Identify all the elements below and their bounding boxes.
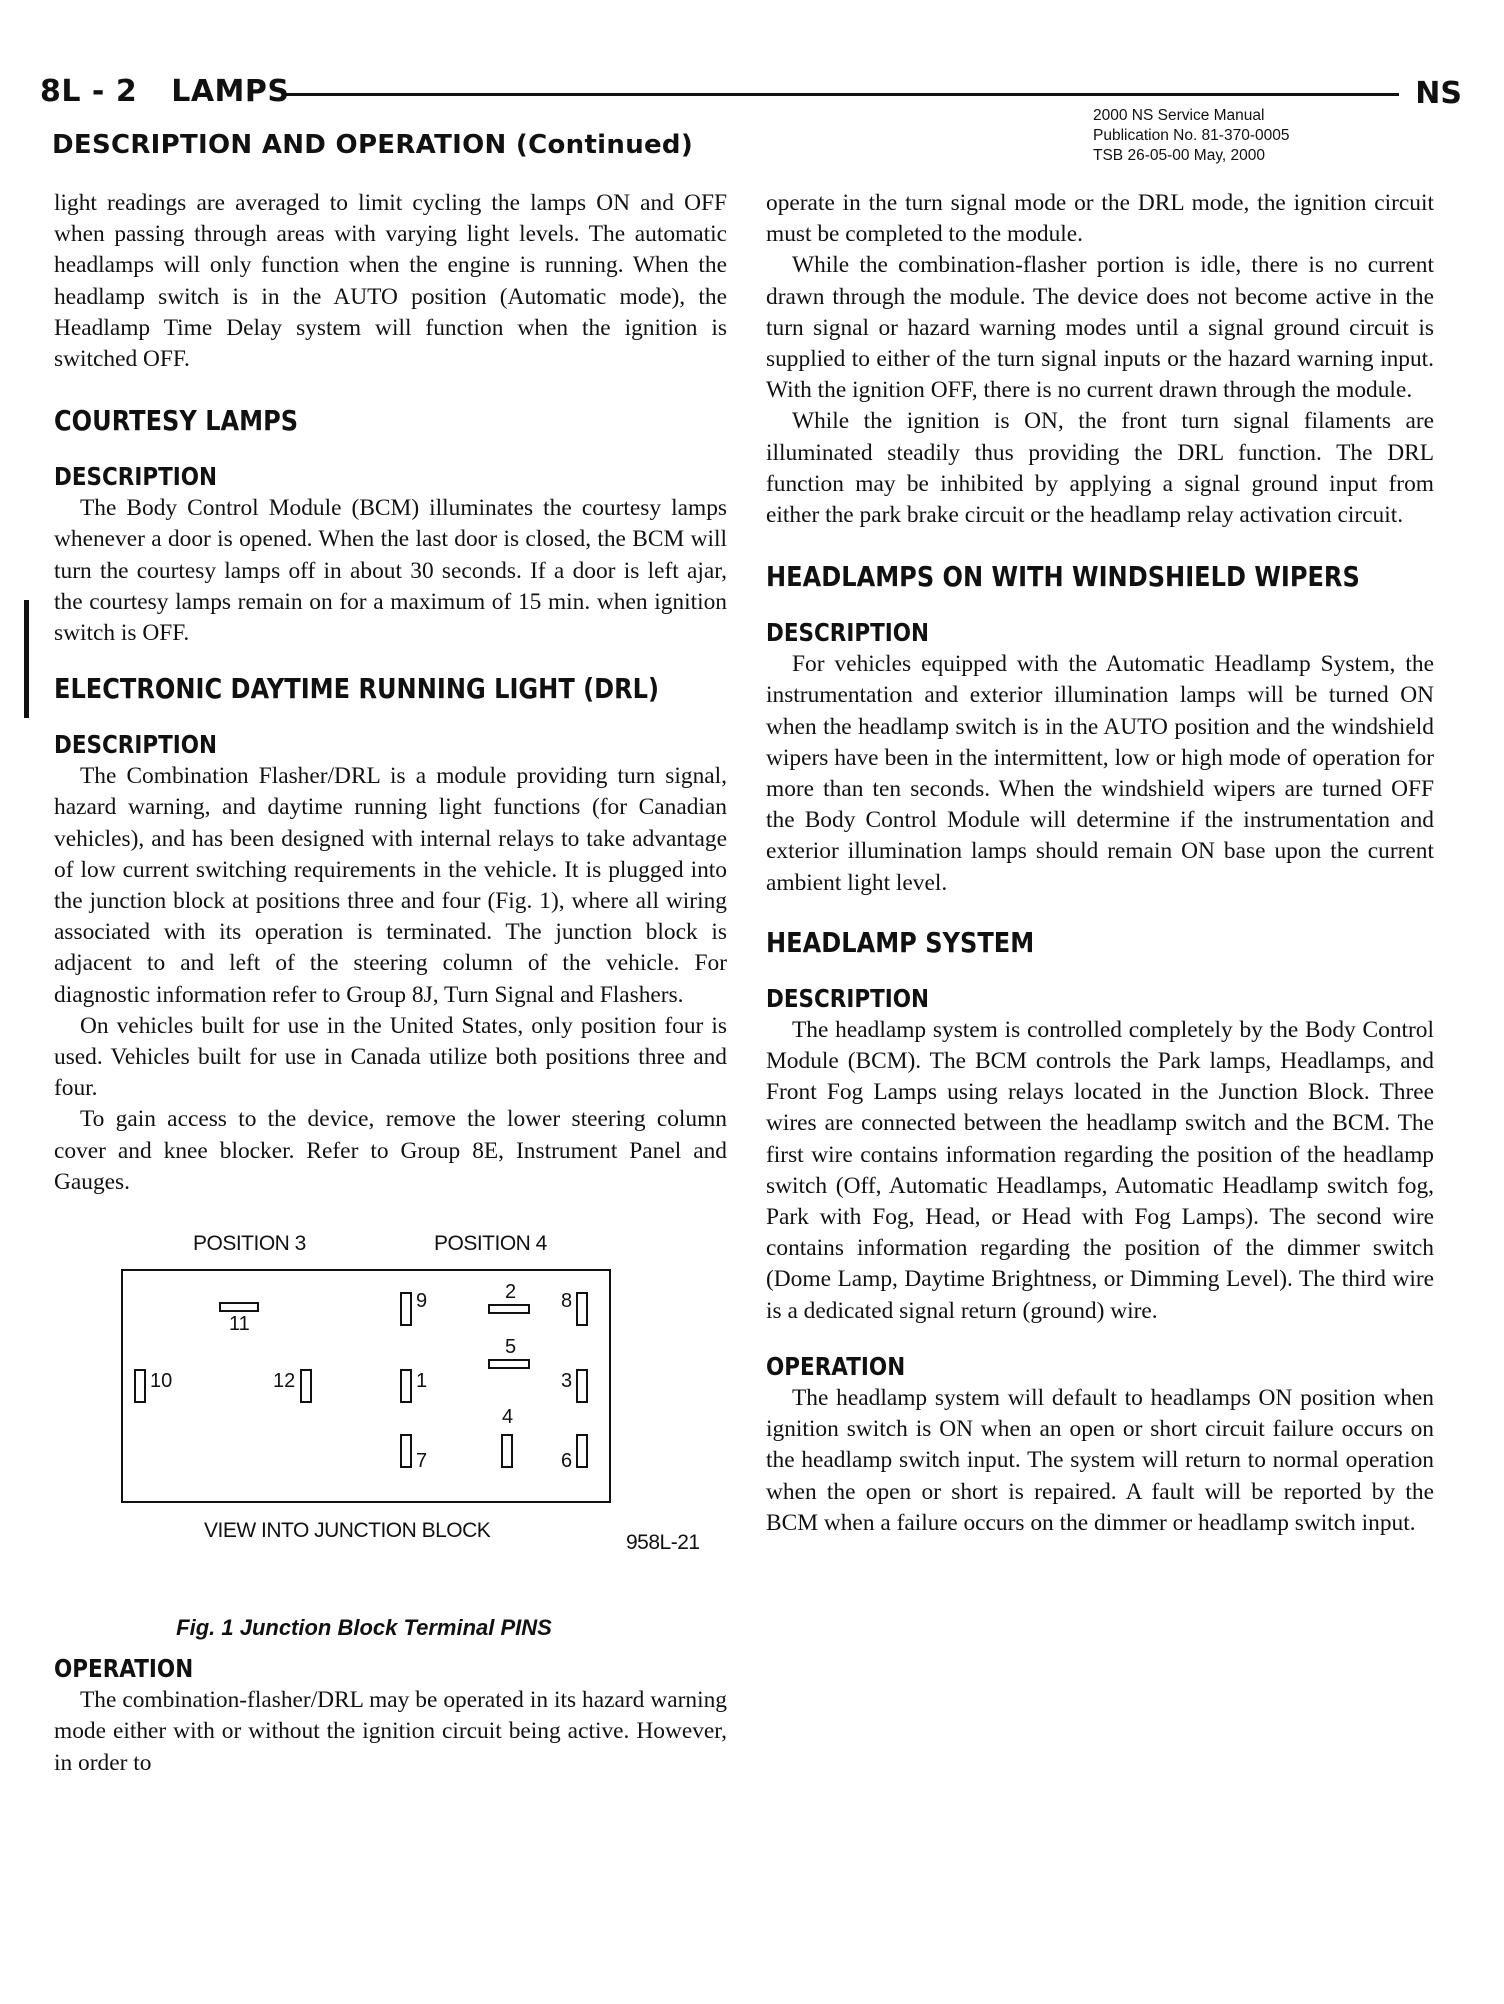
junction-block-figure [54, 1228, 714, 1608]
tsb-line: Publication No. 81-370-0005 [1093, 127, 1290, 144]
headlamps-wipers-heading: HEADLAMPS ON WITH WINDSHIELD WIPERS [766, 560, 1360, 594]
left-column [54, 188, 727, 1779]
terminal-pin [300, 1369, 312, 1403]
terminal-pin [501, 1434, 513, 1468]
operation-continued-paragraph: operate in the turn signal mode or the DRL mode, the ignition circuit must be completed to the module. [766, 190, 1434, 248]
header-rule [283, 93, 1399, 96]
section-title: LAMPS [171, 74, 290, 109]
right-column [766, 188, 1434, 1539]
wipers-paragraph: For vehicles equipped with the Automatic Headlamp System, the instrumentation and exterior illumination lamps will be turned ON when the headlamp switch is in the AUTO position and the windshield wipers have been in the intermittent, low or high mode of operation for more than ten seconds. When the windshield wipers are turned OFF the Body Control Module will determine if the instrumentation and exterior illumination lamps should remain ON base upon the current ambient light level. [766, 651, 1434, 896]
pin-label: 8 [561, 1290, 573, 1313]
drl-description-heading: DESCRIPTION [54, 730, 218, 760]
headlamp-description-heading: DESCRIPTION [766, 983, 930, 1013]
model-code: NS [1415, 76, 1462, 111]
pin-label: 2 [505, 1281, 517, 1304]
junction-block-outline [121, 1269, 611, 1503]
position-4-label: POSITION 4 [434, 1232, 547, 1256]
pin-label: 1 [416, 1370, 428, 1393]
wipers-description-heading: DESCRIPTION [766, 618, 930, 648]
pin-label: 6 [561, 1450, 573, 1473]
pin-label: 12 [273, 1370, 296, 1393]
pin-label: 7 [416, 1450, 428, 1473]
headlamp-operation-paragraph: The headlamp system will default to headlamps ON position when ignition switch is ON when an open or short circuit failure occurs on the headlamp switch input. The system will return to normal operation when the open or short is repaired. A fault will be reported by the BCM when a failure occurs on the dimmer or headlamp switch input. [766, 1384, 1434, 1536]
figure-caption: Fig. 1 Junction Block Terminal PINS [176, 1615, 552, 1641]
drl-function-paragraph: While the ignition is ON, the front turn signal filaments are illuminated steadily thus providing the DRL function. The DRL function may be inhibited by applying a signal ground input from either the park brake circuit or the headlamp relay activation circuit. [766, 408, 1434, 529]
terminal-pin [576, 1292, 588, 1326]
terminal-pin [400, 1434, 412, 1468]
pin-label: 10 [150, 1370, 173, 1393]
operation-heading: OPERATION [54, 1654, 194, 1684]
terminal-pin [219, 1302, 259, 1312]
page-number: 8L - 2 [40, 74, 138, 109]
headlamp-operation-heading: OPERATION [766, 1351, 906, 1381]
headlamp-description-paragraph: The headlamp system is controlled completely by the Body Control Module (BCM). The BCM controls the Park lamps, Headlamps, and Front Fog Lamps using relays located in the Junction Block. Three wires are connected between the headlamp switch and the BCM. The first wire contains information regarding the position of the headlamp switch (Off, Automatic Headlamps, Automatic Headlamp switch fog, Park with Fog, Head, or Head with Fog Lamps). The second wire contains information regarding the position of the dimmer switch (Dome Lamp, Daytime Brightness, or Dimming Level). The third wire is a dedicated signal return (ground) wire. [766, 1016, 1434, 1324]
drl-paragraph-2: On vehicles built for use in the United States, only position four is used. Vehicles built for use in Canada utilize both positions three and four. [54, 1012, 727, 1102]
pin-label: 5 [505, 1336, 517, 1359]
pin-label: 3 [561, 1370, 573, 1393]
courtesy-description-heading: DESCRIPTION [54, 462, 218, 492]
drl-paragraph-3: To gain access to the device, remove the lower steering column cover and knee blocker. Refer to Group 8E, Instrument Panel and Gauges. [54, 1106, 727, 1195]
terminal-pin [400, 1292, 412, 1326]
position-3-label: POSITION 3 [193, 1232, 306, 1256]
change-bar [24, 600, 29, 718]
headlamp-system-heading: HEADLAMP SYSTEM [766, 925, 1035, 959]
intro-paragraph: light readings are averaged to limit cycling the lamps ON and OFF when passing through areas with varying light levels. The automatic headlamps will only function when the engine is running. When the headlamp switch is in the AUTO position (Automatic mode), the Headlamp Time Delay system will function when the ignition is switched OFF. [54, 190, 727, 373]
tsb-line: 2000 NS Service Manual [1093, 107, 1265, 124]
terminal-pin [488, 1304, 530, 1314]
drl-paragraph-1: The Combination Flasher/DRL is a module providing turn signal, hazard warning, and daytime running light functions (for Canadian vehicles), and has been designed with internal relays to take advantage of low current switching requirements in the vehicle. It is plugged into the junction block at positions three and four (Fig. 1), where all wiring associated with its operation is terminated. The junction block is adjacent to and left of the steering column of the vehicle. For diagnostic information refer to Group 8J, Turn Signal and Flashers. [54, 763, 727, 1008]
drl-heading: ELECTRONIC DAYTIME RUNNING LIGHT (DRL) [54, 672, 660, 706]
pin-label: 11 [229, 1313, 250, 1336]
tsb-line: TSB 26-05-00 May, 2000 [1093, 147, 1266, 164]
continued-heading: DESCRIPTION AND OPERATION (Continued) [52, 130, 694, 160]
terminal-pin [134, 1369, 146, 1403]
terminal-pin [576, 1369, 588, 1403]
terminal-pin [400, 1369, 412, 1403]
flasher-idle-paragraph: While the combination-flasher portion is idle, there is no current drawn through the module. The device does not become active in the turn signal or hazard warning modes until a signal ground circuit is supplied to either of the turn signal inputs or the hazard warning input. With the ignition OFF, there is no current drawn through the module. [766, 252, 1434, 404]
courtesy-lamps-heading: COURTESY LAMPS [54, 404, 299, 438]
terminal-pin [576, 1434, 588, 1468]
courtesy-paragraph: The Body Control Module (BCM) illuminates the courtesy lamps whenever a door is opened. When the last door is closed, the BCM will turn the courtesy lamps off in about 30 seconds. If a door is left ajar, the courtesy lamps remain on for a maximum of 15 min. when ignition switch is OFF. [54, 495, 727, 647]
pin-label: 4 [502, 1406, 514, 1429]
operation-paragraph: The combination-flasher/DRL may be operated in its hazard warning mode either with or without the ignition circuit being active. However, in order to [54, 1687, 727, 1776]
page-header-left [40, 74, 290, 109]
terminal-pin [488, 1359, 530, 1369]
figure-id: 958L-21 [626, 1531, 700, 1555]
tsb-notice [1093, 106, 1289, 166]
pin-label: 9 [416, 1290, 428, 1313]
view-into-junction-block-label: VIEW INTO JUNCTION BLOCK [204, 1519, 491, 1543]
